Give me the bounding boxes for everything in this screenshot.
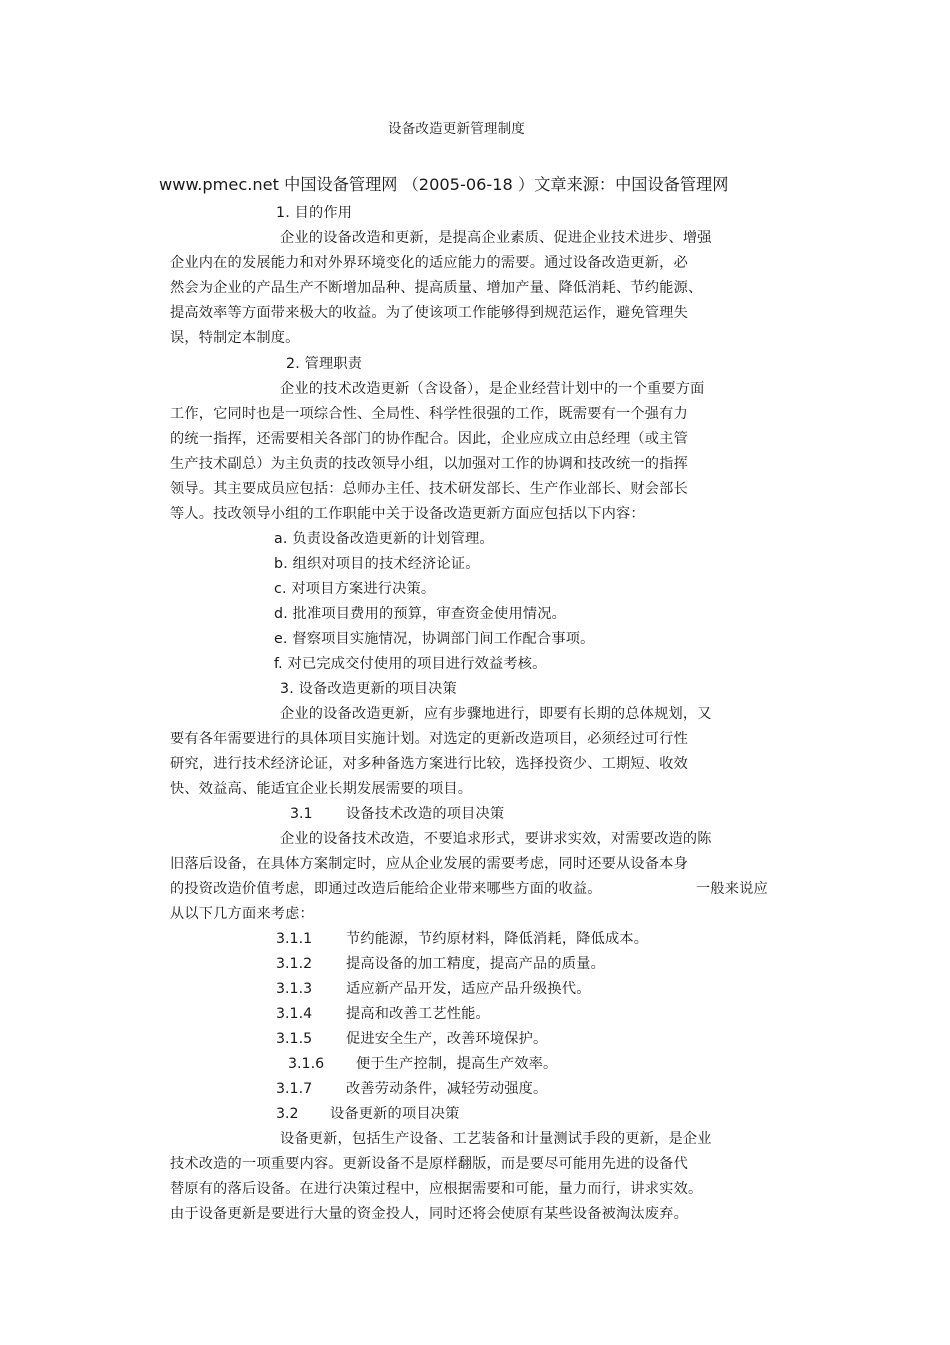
paragraph-line: 误，特制定本制度。 — [170, 330, 300, 346]
list-item: c. 对项目方案进行决策。 — [274, 581, 436, 597]
list-item: 节约能源，节约原材料，降低消耗，降低成本。 — [346, 931, 649, 947]
list-item: a. 负责设备改造更新的计划管理。 — [274, 531, 494, 547]
list-item: d. 批准项目费用的预算，审查资金使用情况。 — [274, 606, 566, 622]
section32-heading: 设备更新的项目决策 — [330, 1106, 460, 1122]
paragraph-line: 研究，进行技术经济论证，对多种备选方案进行比较，选择投资少、工期短、收效 — [170, 756, 688, 772]
list-item: b. 组织对项目的技术经济论证。 — [274, 556, 480, 572]
paragraph-line: 工作，它同时也是一项综合性、全局性、科学性很强的工作，既需要有一个强有力 — [170, 406, 688, 422]
paragraph-line: 企业的技术改造更新（含设备），是企业经营计划中的一个重要方面 — [280, 381, 705, 397]
item-number: 3.1.5 — [276, 1031, 313, 1047]
paragraph-line: 替原有的落后设备。在进行决策过程中，应根据需要和可能，量力而行，讲求实效。 — [170, 1181, 703, 1197]
item-number: 3.1.6 — [288, 1056, 325, 1072]
list-item: 促进安全生产，改善环境保护。 — [346, 1031, 548, 1047]
paragraph-line: 技术改造的一项重要内容。更新设备不是原样翻版，而是要尽可能用先进的设备代 — [170, 1156, 688, 1172]
paragraph-line: 企业内在的发展能力和对外界环境变化的适应能力的需要。通过设备改造更新，必 — [170, 255, 688, 271]
paragraph-line: 企业的设备改造和更新，是提高企业素质、促进企业技术进步、增强 — [280, 230, 712, 246]
paragraph-line: 企业的设备改造更新，应有步骤地进行，即要有长期的总体规划，又 — [280, 706, 712, 722]
paragraph-line: 等人。技改领导小组的工作职能中关于设备改造更新方面应包括以下内容： — [170, 506, 645, 522]
item-number: 3.1.4 — [276, 1006, 313, 1022]
paragraph-line: 从以下几方面来考虑： — [170, 906, 314, 922]
paragraph-line: 由于设备更新是要进行大量的资金投人，同时还将会使原有某些设备被淘汰废弃。 — [170, 1206, 688, 1222]
document-title: 设备改造更新管理制度 — [388, 121, 525, 137]
item-number: 3.1.2 — [276, 956, 313, 972]
paragraph-tail: 一般来说应 — [696, 881, 768, 897]
section32-number: 3.2 — [276, 1106, 299, 1122]
paragraph-line: 设备更新，包括生产设备、工艺装备和计量测试手段的更新，是企业 — [280, 1131, 712, 1147]
list-item: f. 对已完成交付使用的项目进行效益考核。 — [274, 656, 547, 672]
paragraph-line: 领导。其主要成员应包括：总师办主任、技术研发部长、生产作业部长、财会部长 — [170, 481, 688, 497]
paragraph-line: 的投资改造价值考虑，即通过改造后能给企业带来哪些方面的收益。 — [170, 881, 602, 897]
item-number: 3.1.3 — [276, 981, 313, 997]
list-item: 便于生产控制，提高生产效率。 — [356, 1056, 558, 1072]
section2-heading: 2. 管理职责 — [286, 356, 363, 372]
source-line: www.pmec.net 中国设备管理网 （2005-06-18 ）文章来源：中国设备管理网 — [159, 175, 729, 194]
section3-heading: 3. 设备改造更新的项目决策 — [280, 681, 457, 697]
list-item: 改善劳动条件，减轻劳动强度。 — [346, 1081, 548, 1097]
paragraph-line: 生产技术副总）为主负责的技改领导小组，以加强对工作的协调和技改统一的指挥 — [170, 456, 688, 472]
list-item: 适应新产品开发，适应产品升级换代。 — [346, 981, 591, 997]
section1-heading: 1. 目的作用 — [276, 205, 353, 221]
list-item: 提高和改善工艺性能。 — [346, 1006, 490, 1022]
paragraph-line: 提高效率等方面带来极大的收益。为了使该项工作能够得到规范运作，避免管理失 — [170, 305, 688, 321]
paragraph-line: 快、效益高、能适宜企业长期发展需要的项目。 — [170, 781, 473, 797]
paragraph-line: 的统一指挥，还需要相关各部门的协作配合。因此，企业应成立由总经理（或主管 — [170, 431, 688, 447]
paragraph-line: 要有各年需要进行的具体项目实施计划。对选定的更新改造项目，必须经过可行性 — [170, 731, 688, 747]
paragraph-line: 然会为企业的产品生产不断增加品种、提高质量、增加产量、降低消耗、节约能源、 — [170, 280, 703, 296]
item-number: 3.1.7 — [276, 1081, 313, 1097]
paragraph-line: 旧落后设备，在具体方案制定时，应从企业发展的需要考虑，同时还要从设备本身 — [170, 856, 688, 872]
section31-number: 3.1 — [290, 806, 313, 822]
section31-heading: 设备技术改造的项目决策 — [346, 806, 505, 822]
item-number: 3.1.1 — [276, 931, 313, 947]
list-item: 提高设备的加工精度，提高产品的质量。 — [346, 956, 605, 972]
list-item: e. 督察项目实施情况，协调部门间工作配合事项。 — [274, 631, 595, 647]
paragraph-line: 企业的设备技术改造，不要追求形式，要讲求实效，对需要改造的陈 — [280, 831, 712, 847]
